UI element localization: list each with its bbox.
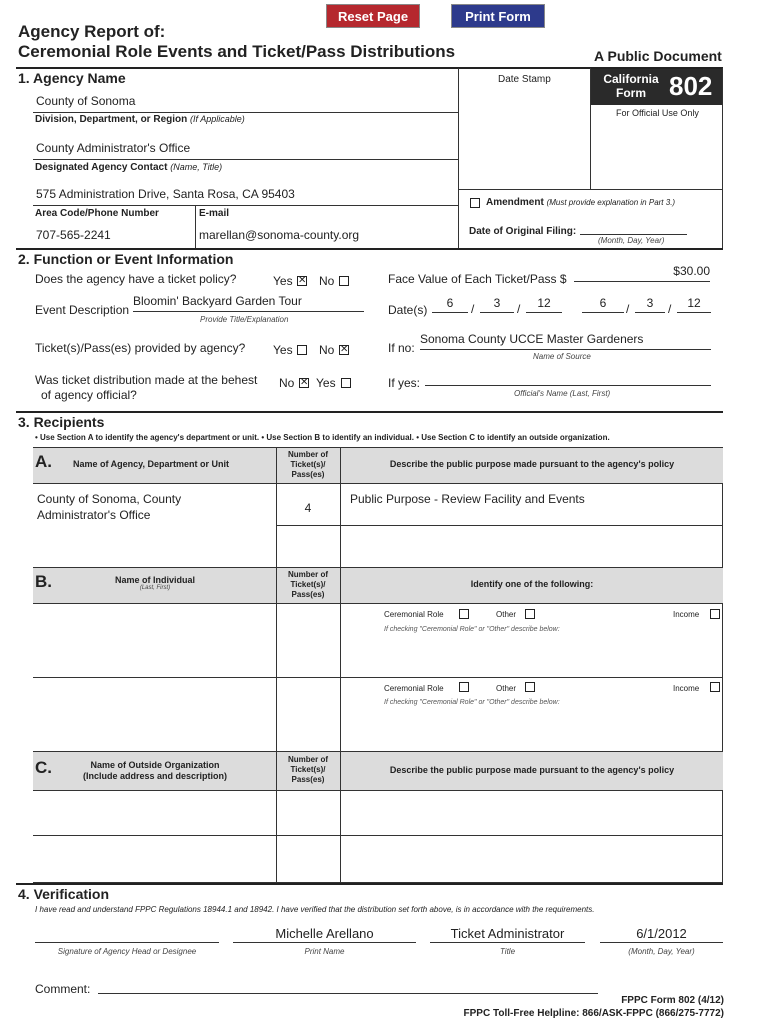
- original-filing-hint: (Month, Day, Year): [598, 236, 665, 245]
- official-name-field[interactable]: [425, 370, 711, 386]
- section-c-col1-line1: Name of Outside Organization: [90, 760, 220, 770]
- email-label: E-mail: [199, 208, 230, 219]
- policy-yes-checkbox[interactable]: ✕: [298, 275, 307, 286]
- amendment-checkbox[interactable]: [470, 198, 480, 208]
- section-b-col1: Name of Individual: [114, 575, 195, 585]
- comment-label: Comment:: [35, 982, 91, 996]
- section-c-col2: Number of Ticket(s)/ Pass(es): [288, 755, 328, 784]
- provided-yes-label: Yes: [273, 343, 293, 357]
- section-b-row1-describe-hint: If checking "Ceremonial Role" or "Other" describe below:: [384, 626, 560, 633]
- title-line-2: Ceremonial Role Events and Ticket/Pass Distributions: [18, 42, 456, 61]
- section-a-row1-name-line1[interactable]: County of Sonoma, County: [37, 492, 182, 506]
- address-value[interactable]: 575 Administration Drive, Santa Rosa, CA 95403: [36, 187, 295, 201]
- section-a-col3: Describe the public purpose made pursuant to the agency's policy: [389, 459, 675, 469]
- contact-label: Designated Agency Contact (Name, Title): [35, 162, 223, 173]
- section-b-row1-other-checkbox[interactable]: [525, 609, 535, 619]
- behest-no-label: No: [279, 376, 295, 390]
- section-b-row2-ceremonial-checkbox[interactable]: [459, 682, 469, 692]
- official-name-hint: Official's Name (Last, First): [514, 389, 611, 398]
- provided-yes-checkbox[interactable]: [297, 345, 307, 355]
- if-yes-label: If yes:: [388, 376, 421, 390]
- behest-question-line1: Was ticket distribution made at the behest: [35, 373, 258, 387]
- section-b-row2-describe-hint: If checking "Ceremonial Role" or "Other" describe below:: [384, 699, 560, 706]
- section-a-col2: Number of Ticket(s)/ Pass(es): [288, 450, 328, 479]
- section-a-letter: A.: [35, 452, 52, 471]
- event-description-field[interactable]: Bloomin' Backyard Garden Tour: [133, 294, 364, 312]
- section3-instructions: • Use Section A to identify the agency's department or unit. • Use Section B to identify an individual. • Use Section C to identify an outside organization.: [35, 433, 610, 442]
- section1-heading: 1. Agency Name: [18, 70, 126, 86]
- face-value-field[interactable]: $30.00: [574, 264, 710, 282]
- division-value[interactable]: County Administrator's Office: [36, 141, 191, 155]
- date1-year[interactable]: 12: [526, 296, 562, 313]
- date1-day[interactable]: 3: [480, 296, 514, 313]
- california-form-badge: [591, 69, 722, 105]
- date1-month[interactable]: 6: [432, 296, 468, 313]
- verification-statement: I have read and understand FPPC Regulations 18944.1 and 18942. I have verified that the distribution set forth above, is in accordance with the requirements.: [35, 905, 595, 914]
- section2-heading: 2. Function or Event Information: [18, 251, 234, 267]
- date-slash: /: [471, 302, 475, 316]
- behest-question-line2: of agency official?: [41, 388, 137, 402]
- footer-form-id: FPPC Form 802 (4/12): [621, 995, 724, 1006]
- section-b-row1-ceremonial-checkbox[interactable]: [459, 609, 469, 619]
- original-filing-label: Date of Original Filing:: [469, 226, 577, 237]
- date2-day[interactable]: 3: [635, 296, 665, 313]
- print-name-label: Print Name: [304, 947, 345, 956]
- section3-heading: 3. Recipients: [18, 414, 105, 430]
- comment-field[interactable]: [98, 980, 598, 994]
- section-b-col2: Number of Ticket(s)/ Pass(es): [288, 570, 328, 599]
- section-b-col3: Identify one of the following:: [470, 579, 594, 589]
- behest-no-checkbox[interactable]: ✕: [300, 377, 309, 388]
- section-a-row1-count[interactable]: 4: [304, 501, 312, 515]
- phone-label: Area Code/Phone Number: [35, 208, 159, 219]
- section-c-letter: C.: [35, 758, 52, 777]
- behest-yes-label: Yes: [316, 376, 336, 390]
- signature-field[interactable]: [35, 926, 219, 943]
- provided-no-checkbox[interactable]: ✕: [340, 344, 349, 355]
- section-b-row2-ceremonial-label: Ceremonial Role: [384, 684, 444, 693]
- section-a-col1: Name of Agency, Department or Unit: [73, 459, 230, 469]
- public-document-label: A Public Document: [594, 48, 722, 64]
- division-label: Division, Department, or Region (If Applicable): [35, 114, 245, 125]
- face-value-label: Face Value of Each Ticket/Pass $: [388, 272, 567, 286]
- section-b-row1-income-checkbox[interactable]: [710, 609, 720, 619]
- provided-no-label: No: [319, 343, 335, 357]
- date2-month[interactable]: 6: [582, 296, 624, 313]
- date2-year[interactable]: 12: [677, 296, 711, 313]
- policy-yes-label: Yes: [273, 274, 293, 288]
- section-b-row2-income-label: Income: [673, 684, 700, 693]
- date-slash: /: [668, 302, 672, 316]
- section-a-row1-purpose[interactable]: Public Purpose - Review Facility and Events: [350, 492, 585, 506]
- form-number: 802: [669, 71, 713, 101]
- section-b-row2-other-label: Other: [496, 684, 517, 693]
- verification-date-label: (Month, Day, Year): [628, 947, 695, 956]
- reset-page-button[interactable]: Reset Page: [326, 4, 420, 28]
- title-line-1: Agency Report of:: [18, 22, 166, 41]
- original-filing-field[interactable]: [580, 222, 687, 235]
- phone-value[interactable]: 707-565-2241: [36, 228, 111, 242]
- source-field[interactable]: Sonoma County UCCE Master Gardeners: [420, 332, 711, 350]
- behest-yes-checkbox[interactable]: [341, 378, 351, 388]
- section-b-row2-income-checkbox[interactable]: [710, 682, 720, 692]
- policy-no-checkbox[interactable]: [339, 276, 349, 286]
- email-value[interactable]: marellan@sonoma-county.org: [199, 228, 360, 242]
- if-no-label: If no:: [388, 341, 415, 355]
- section-c-col1-line2: (Include address and description): [82, 771, 228, 781]
- print-name-field[interactable]: Michelle Arellano: [233, 926, 416, 943]
- title-label: Title: [499, 947, 516, 956]
- dates-label: Date(s): [388, 303, 428, 317]
- section-b-row1-income-label: Income: [673, 610, 700, 619]
- section-b-row1-ceremonial-label: Ceremonial Role: [384, 610, 444, 619]
- section-b-letter: B.: [35, 572, 52, 591]
- date-stamp-label: Date Stamp: [498, 74, 551, 85]
- ticket-policy-question: Does the agency have a ticket policy?: [35, 272, 237, 286]
- policy-no-label: No: [319, 274, 335, 288]
- section4-heading: 4. Verification: [18, 886, 110, 902]
- title-field[interactable]: Ticket Administrator: [430, 926, 585, 943]
- signature-label: Signature of Agency Head or Designee: [57, 947, 197, 956]
- section-a-row1-name-line2[interactable]: Administrator's Office: [37, 508, 151, 522]
- source-hint: Name of Source: [533, 352, 591, 361]
- section-b-col1-hint: (Last, First): [139, 585, 171, 591]
- section-c-col3: Describe the public purpose made pursuant to the agency's policy: [389, 765, 675, 775]
- date-slash: /: [626, 302, 630, 316]
- official-use-label: For Official Use Only: [616, 108, 699, 118]
- section-b-row1-other-label: Other: [496, 610, 517, 619]
- print-form-button[interactable]: Print Form: [451, 4, 545, 28]
- california-form-label: California Form: [603, 72, 659, 100]
- date-slash: /: [517, 302, 521, 316]
- event-description-hint: Provide Title/Explanation: [200, 315, 289, 324]
- agency-name-value[interactable]: County of Sonoma: [36, 94, 136, 108]
- footer-helpline: FPPC Toll-Free Helpline: 866/ASK-FPPC (866/275-7772): [463, 1008, 724, 1019]
- verification-date-field[interactable]: 6/1/2012: [600, 926, 723, 943]
- section-b-row2-other-checkbox[interactable]: [525, 682, 535, 692]
- event-description-label: Event Description: [35, 303, 130, 317]
- provided-by-agency-question: Ticket(s)/Pass(es) provided by agency?: [35, 341, 246, 355]
- amendment-label: Amendment (Must provide explanation in Part 3.): [486, 197, 676, 208]
